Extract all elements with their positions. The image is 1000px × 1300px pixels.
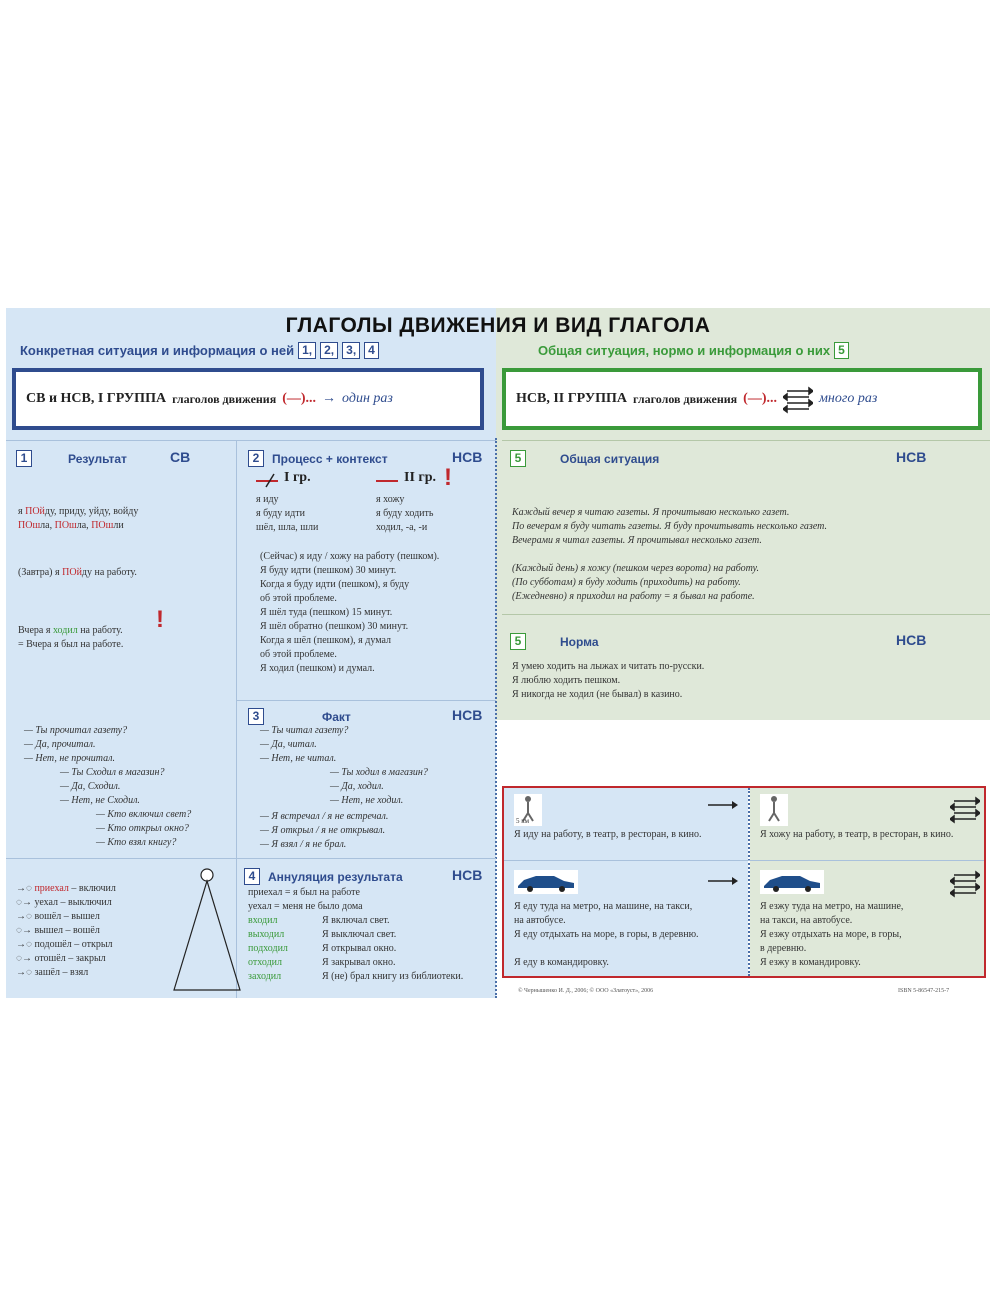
poster [6, 308, 990, 998]
back-and-forth-icon [950, 868, 980, 898]
arrow-right-icon: → [322, 391, 337, 406]
section-5-general-header [510, 450, 659, 467]
banner-right-verbs: глаголов движения [633, 391, 738, 406]
group-one-label: I гр. [284, 470, 311, 485]
group-one-forms: я иду я буду идти шёл, шла, шли [256, 494, 319, 533]
process-examples: (Сейчас) я иду / хожу на работу (пешком). Я буду идти (пешком) 30 минут. Когда я буду идти (пешком), я буду об этой проблеме. Я шёл туда (пешком) 15 минут. Я шёл обратно (пешком) 30 минут. Когда я шёл (пешком), я думал об этой проблеме. Я ходил (пешком) и думал. [260, 551, 440, 674]
section-5-norm-header [510, 633, 599, 650]
aspect-label: НСВ [452, 707, 483, 723]
banner-left-aspects: СВ и НСВ, I ГРУППА [26, 391, 167, 406]
dialog-perfective: — Ты прочитал газету? — Да, прочитал. — Нет, не прочитал. — Ты Сходил в магазин? — Да, Сходил. — Нет, не Сходил. — Кто включил свет? — Кто открыл окно? — Кто взял книгу? [24, 725, 192, 848]
car-icon [760, 870, 824, 894]
right-subheader-label: Общая ситуация, нормо и информация о них [538, 343, 831, 358]
fact-dialog-left: — Ты читал газету? — Да, читал. — Нет, не читал. [260, 725, 349, 764]
walk-once-text: Я иду на работу, в театр, в ресторан, в кино. [514, 829, 702, 840]
banner-right-many: много раз [818, 391, 878, 406]
example-yesterday: Вчера я ходил на работу. = Вчера я был на работе. [18, 625, 124, 650]
section-title: Аннуляция результата [268, 869, 403, 884]
banner-left-verbs: глаголов движения [172, 391, 277, 406]
page-title: ГЛАГОЛЫ ДВИЖЕНИЯ И ВИД ГЛАГОЛА [285, 314, 711, 337]
distance-label: 5 км [516, 817, 530, 825]
section-number: 1 [16, 450, 32, 467]
banner-left-bracket: (—)... [282, 391, 317, 406]
section-title: Процесс + контекст [272, 451, 388, 466]
section-title: Результат [68, 451, 127, 466]
aspect-label: НСВ [452, 449, 483, 465]
aspect-label: СВ [170, 449, 191, 465]
section-2-header [248, 450, 388, 467]
divider [502, 614, 990, 615]
aspect-label: НСВ [896, 449, 927, 465]
car-icon [514, 870, 578, 894]
annulment-examples: приехал = я был на работе уехал = меня не было дома входил Я включал свет. выходил Я выключал свет. подходил Я открывал окно. отходил Я закрывал окно. заходил Я (не) брал книгу из библиотеки. [248, 887, 464, 982]
section-ref-2: 2, [320, 342, 338, 359]
drive-many-text: Я езжу туда на метро, на машине, на такси, на автобусе. Я езжу отдыхать на море, в горы, в деревню. Я езжу в командировку. [760, 901, 904, 968]
divider [6, 858, 496, 859]
section-number: 4 [244, 868, 260, 885]
walk-many-text: Я хожу на работу, в театр, в ресторан, в кино. [760, 829, 954, 840]
one-direction-icon [256, 472, 278, 488]
banner-right-bracket: (—)... [743, 391, 777, 406]
verb-pairs-list: →◌ приехал – включил ◌→ уехал – выключил →◌ вошёл – вышел ◌→ вышел – вошёл →◌ подошёл – открыл ◌→ отошёл – закрыл →◌ зашёл – взял [16, 883, 116, 978]
divider [502, 440, 990, 441]
arrow-right-icon [708, 876, 738, 886]
divider [504, 860, 984, 861]
section-ref-5: 5 [834, 342, 849, 359]
aspect-label: НСВ [896, 632, 927, 648]
drive-once-text: Я еду туда на метро, на машине, на такси, на автобусе. Я еду отдыхать на море, в горы, в деревню. Я еду в командировку. [514, 901, 699, 968]
group-two-forms: я хожу я буду ходить ходил, -а, -и [376, 494, 434, 533]
transport-box [502, 786, 986, 978]
section-number: 2 [248, 450, 264, 467]
many-directions-icon [376, 472, 398, 488]
isbn: ISBN 5-86547-215-7 [898, 988, 950, 994]
example-tomorrow: (Завтра) я ПОйду на работу. [18, 567, 137, 578]
banner-group-two [502, 368, 982, 430]
section-title: Норма [560, 634, 599, 649]
group-two-label: II гр. [404, 470, 437, 485]
section-number: 5 [510, 633, 526, 650]
walking-person-icon [760, 794, 788, 826]
left-subheader-label: Конкретная ситуация и информация о ней [20, 343, 295, 358]
center-divider [495, 438, 497, 998]
norm-examples: Я умею ходить на лыжах и читать по-русски. Я люблю ходить пешком. Я никогда не ходил (не бывал) в казино. [512, 661, 705, 700]
back-and-forth-icon [783, 384, 813, 414]
right-subheader [538, 342, 849, 359]
aspect-label: НСВ [452, 867, 483, 883]
section-number: 3 [248, 708, 264, 725]
divider [748, 788, 750, 976]
section-4-header [244, 868, 403, 885]
exclamation-icon: ! [156, 606, 164, 633]
section-number: 5 [510, 450, 526, 467]
arrow-right-icon [708, 800, 738, 810]
banner-right-aspects: НСВ, II ГРУППА [516, 391, 628, 406]
section-ref-4: 4 [364, 342, 379, 359]
back-and-forth-icon [950, 794, 980, 824]
future-forms: я ПОйду, приду, уйду, войду ПОшла, ПОшла, ПОшли [18, 506, 139, 531]
banner-left-once: один раз [342, 391, 393, 406]
section-3-header [248, 708, 351, 725]
copyright: © Чернышенко И. Д., 2006; © ООО «Златоуст», 2006 [518, 988, 654, 994]
divider [6, 440, 496, 441]
divider [236, 440, 237, 858]
section-1-header [16, 450, 127, 467]
section-ref-1: 1, [298, 342, 316, 359]
section-title: Факт [322, 709, 351, 724]
fact-dialog-right: — Ты ходил в магазин? — Да, ходил. — Нет, не ходил. [330, 767, 428, 806]
banner-group-one [12, 368, 484, 430]
fact-dialog-tail: — Я встречал / я не встречал. — Я открыл / я не открывал. — Я взял / я не брал. [260, 811, 389, 850]
left-subheader [20, 342, 379, 359]
section-ref-3: 3, [342, 342, 360, 359]
person-triangle-icon [170, 866, 244, 994]
divider [236, 700, 496, 701]
section-title: Общая ситуация [560, 451, 660, 466]
general-examples: Каждый вечер я читаю газеты. Я прочитываю несколько газет. По вечерам я буду читать газеты. Я буду прочитывать несколько газет. Вечерами я читал газеты. Я прочитывал несколько газет. (Каждый день) я хожу (пешком через ворота) на работу. (По субботам) я буду ходить (приходить) на работу. (Ежедневно) я приходил на работу = я бывал на работе. [512, 507, 827, 602]
exclamation-icon: ! [444, 464, 452, 491]
